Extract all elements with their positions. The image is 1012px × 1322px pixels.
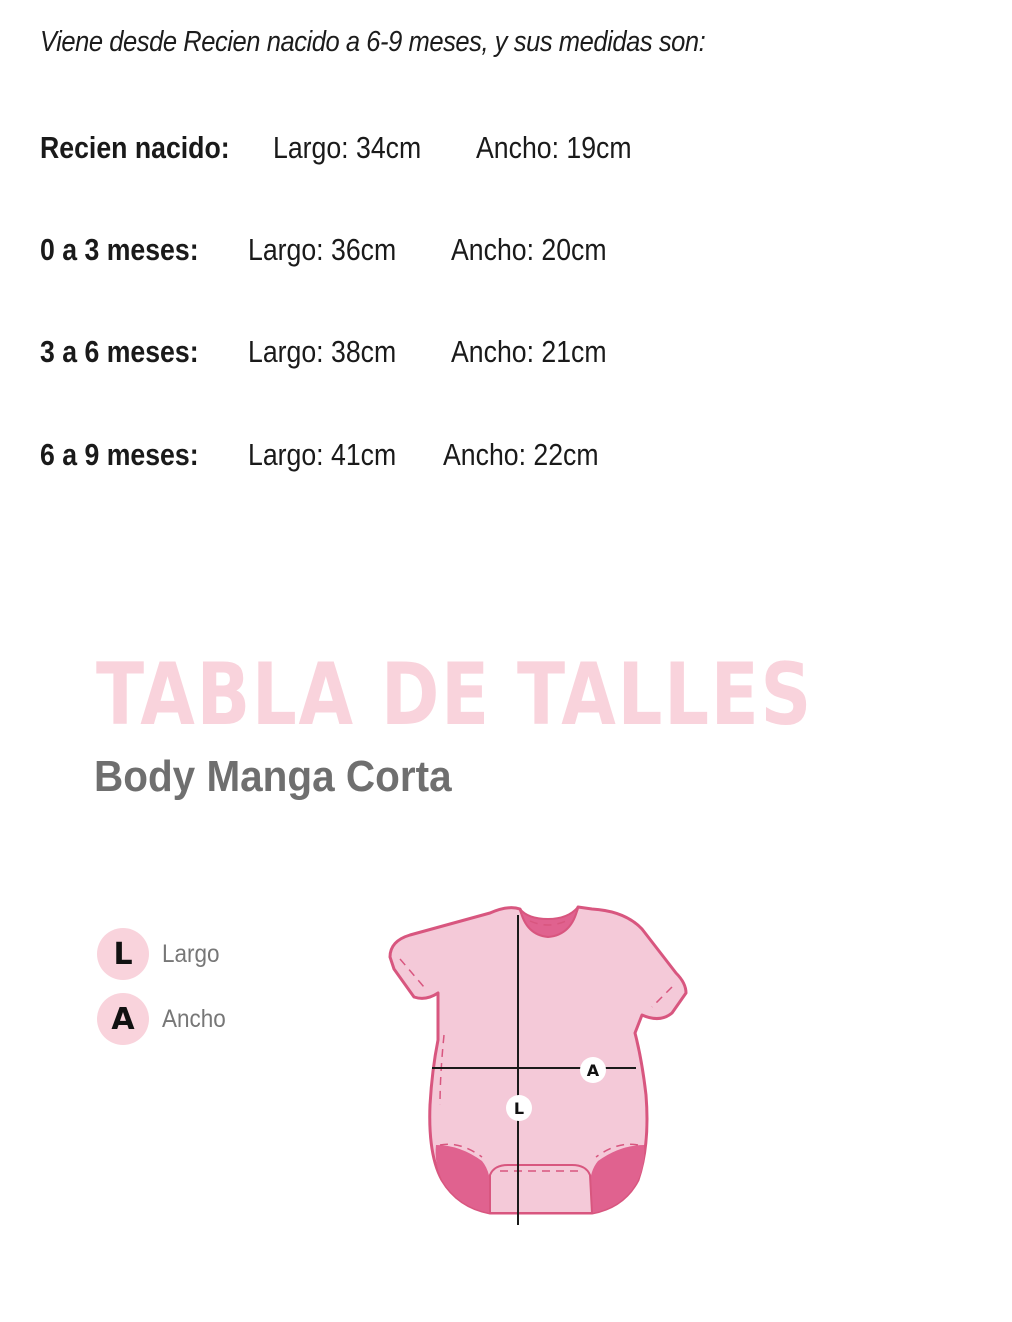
- legend-label-largo: Largo: [162, 939, 220, 968]
- width-marker-label: A: [586, 1061, 600, 1080]
- size-label: Recien nacido:: [40, 130, 230, 165]
- baby-bodysuit-diagram: [380, 895, 700, 1230]
- size-largo: Largo: 36cm: [248, 232, 397, 267]
- size-ancho: Ancho: 19cm: [476, 130, 632, 165]
- legend-item-largo: [97, 928, 226, 980]
- size-ancho: Ancho: 21cm: [451, 334, 607, 369]
- size-largo: Largo: 34cm: [273, 130, 422, 165]
- size-largo: Largo: 38cm: [248, 334, 397, 369]
- size-ancho: Ancho: 20cm: [451, 232, 607, 267]
- size-label: 6 a 9 meses:: [40, 437, 199, 472]
- size-largo: Largo: 41cm: [248, 437, 397, 472]
- crotch-flap: [490, 1165, 592, 1213]
- legend-item-ancho: [97, 993, 233, 1045]
- length-marker-label: L: [513, 1099, 525, 1118]
- size-label: 0 a 3 meses:: [40, 232, 199, 267]
- legend-badge-a: A: [97, 993, 149, 1045]
- legend-label-ancho: Ancho: [162, 1004, 226, 1033]
- legend-badge-l: L: [97, 928, 149, 980]
- size-chart-title: TABLA DE TALLES: [96, 645, 813, 745]
- size-label: 3 a 6 meses:: [40, 334, 199, 369]
- intro-text: Viene desde Recien nacido a 6-9 meses, y sus medidas son:: [40, 26, 706, 58]
- size-chart-subtitle: Body Manga Corta: [94, 752, 452, 801]
- size-ancho: Ancho: 22cm: [443, 437, 599, 472]
